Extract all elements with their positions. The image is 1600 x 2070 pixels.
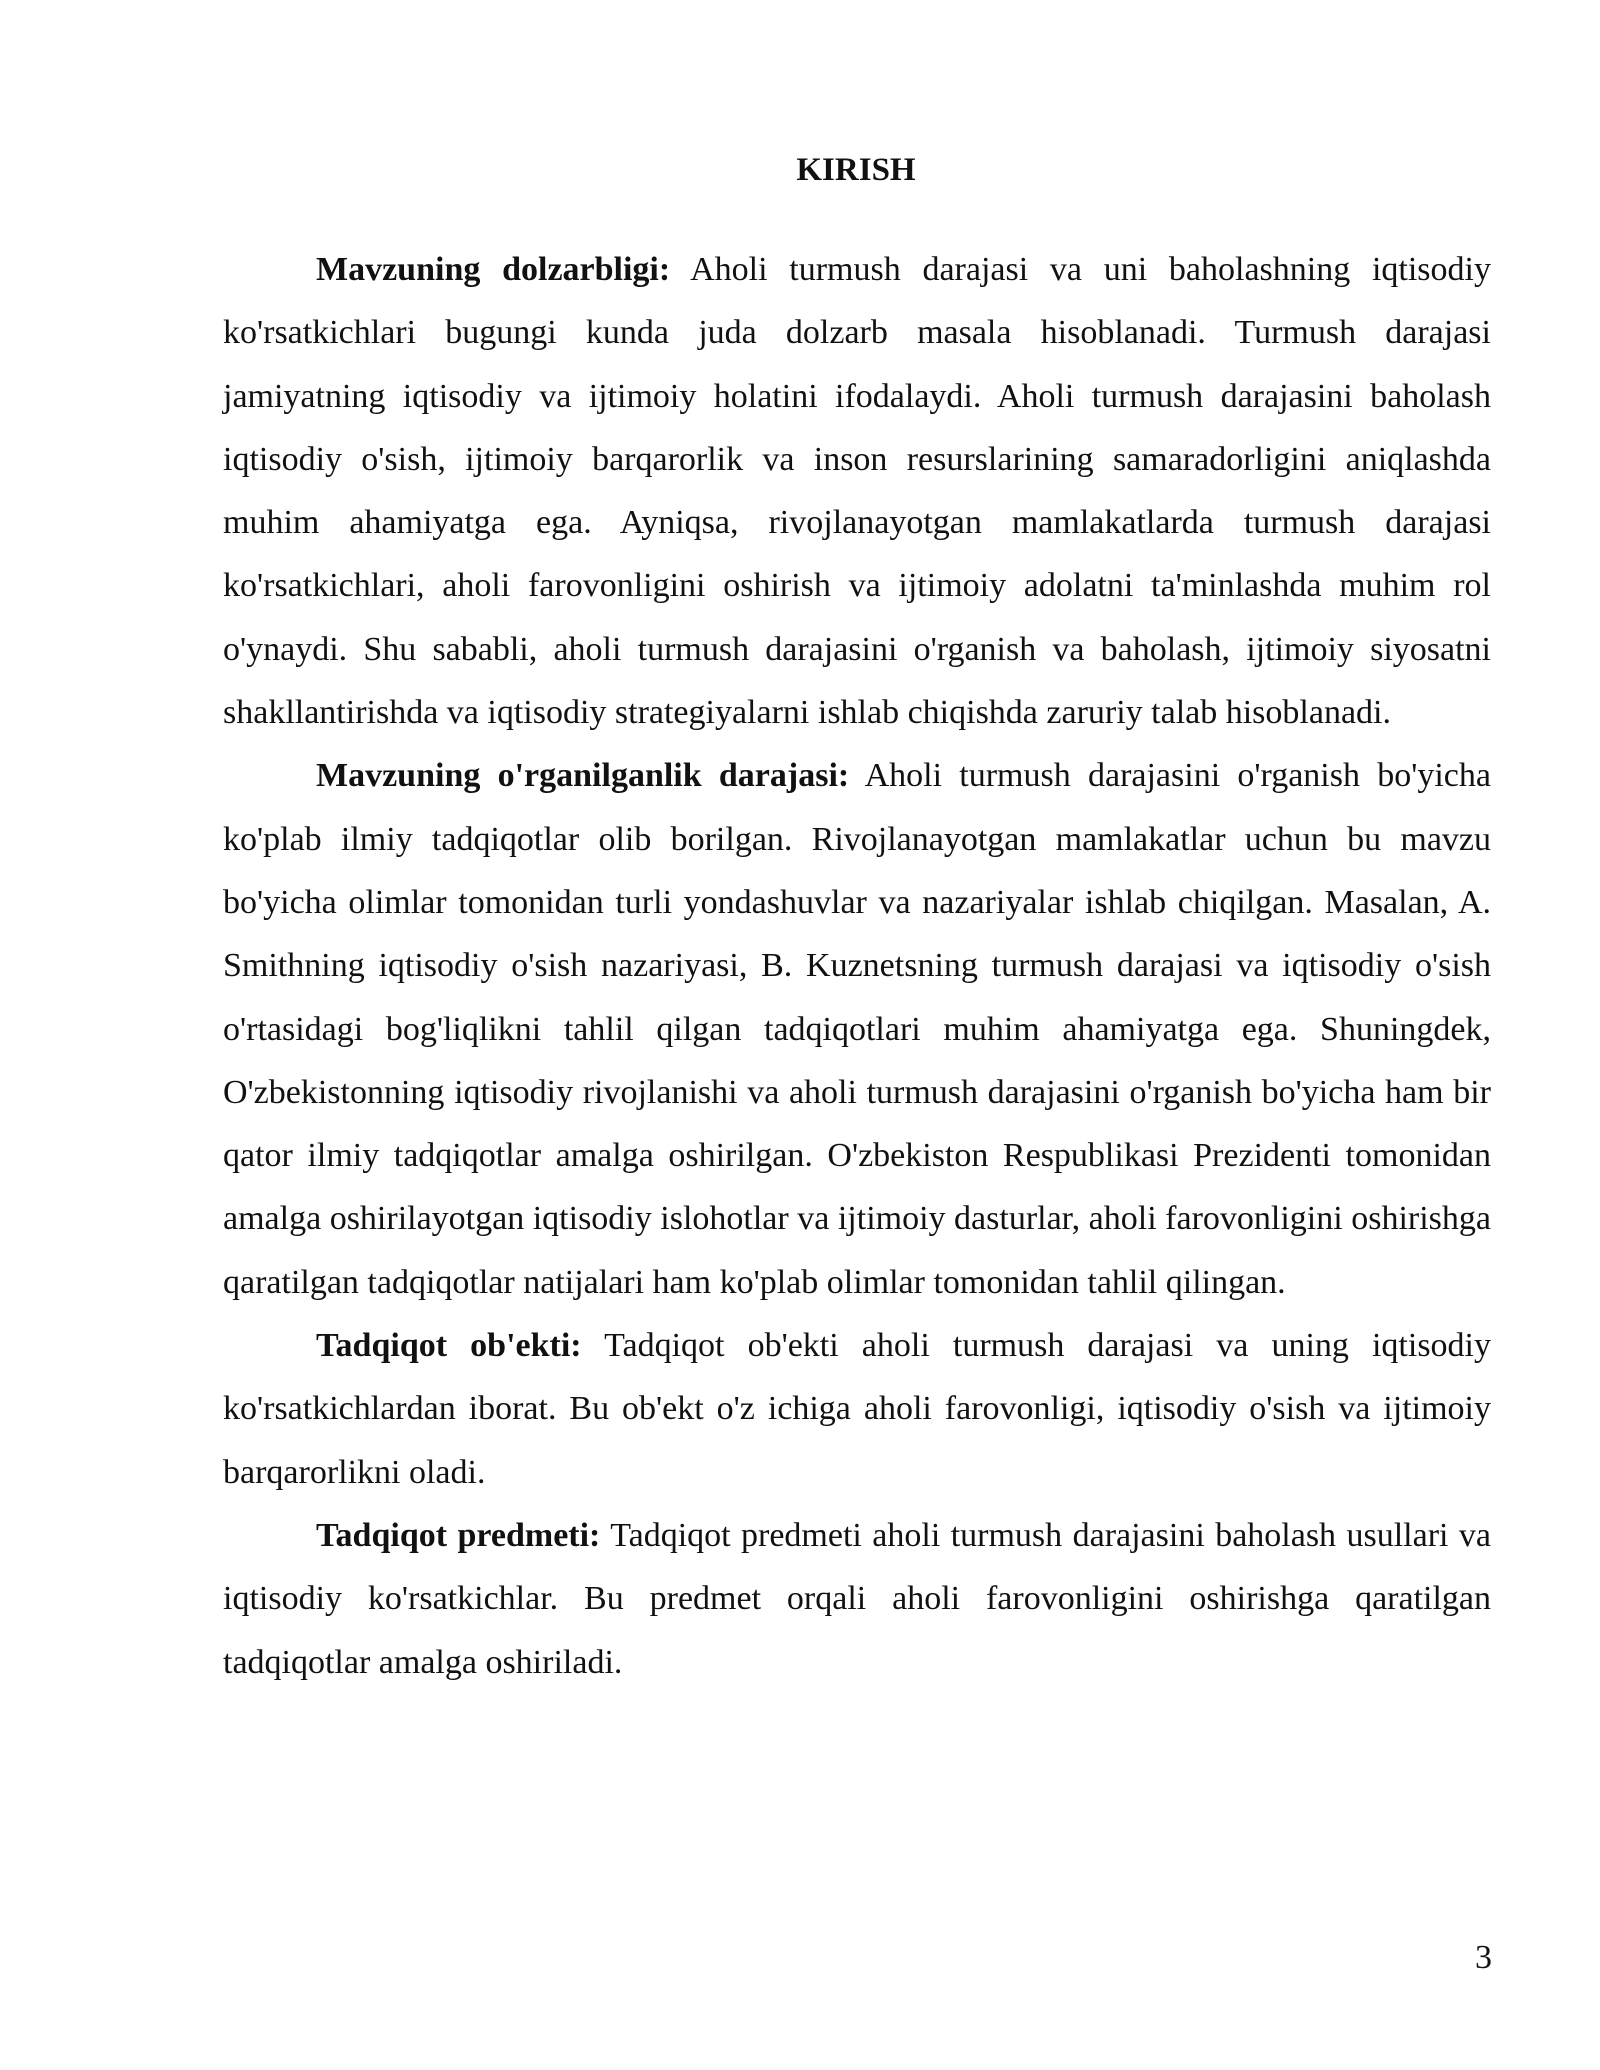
paragraph-label: Tadqiqot predmeti:: [316, 1516, 601, 1554]
paragraph-research-object: [223, 1314, 1491, 1504]
paragraph-study-degree: [223, 744, 1491, 1314]
paragraph-relevance: [223, 238, 1491, 744]
paragraph-text: Tadqiqot predmeti aholi turmush darajasini baholash usullari va iqtisodiy ko'rsatkichlar. Bu predmet orqali aholi farovonligini oshirishga qaratilgan tadqiqotlar amalga oshiriladi.: [223, 1516, 1491, 1681]
page-number: 3: [1475, 1939, 1492, 1976]
paragraph-text: Aholi turmush darajasi va uni baholashning iqtisodiy ko'rsatkichlari bugungi kunda juda dolzarb masala hisoblanadi. Turmush darajasi jamiyatning iqtisodiy va ijtimoiy holatini ifodalaydi. Aholi turmush darajasini baholash iqtisodiy o'sish, ijtimoiy barqarorlik va inson resurslarining samaradorligini aniqlashda muhim ahamiyatga ega. Ayniqsa, rivojlanayotgan mamlakatlarda turmush darajasi ko'rsatkichlari, aholi farovonligini oshirish va ijtimoiy adolatni ta'minlashda muhim rol o'ynaydi. Shu sababli, aholi turmush darajasini o'rganish va baholash, ijtimoiy siyosatni shakllantirishda va iqtisodiy strategiyalarni ishlab chiqishda zaruriy talab hisoblanadi.: [223, 251, 1491, 732]
paragraph-label: Mavzuning o'rganilganlik darajasi:: [316, 757, 850, 795]
paragraph-text: Aholi turmush darajasini o'rganish bo'yicha ko'plab ilmiy tadqiqotlar olib borilgan. Rivojlanayotgan mamlakatlar uchun bu mavzu bo'yicha olimlar tomonidan turli yondashuvlar va nazariyalar ishlab chiqilgan. Masalan, A. Smithning iqtisodiy o'sish nazariyasi, B. Kuznetsning turmush darajasi va iqtisodiy o'sish o'rtasidagi bog'liqlikni tahlil qilgan tadqiqotlari muhim ahamiyatga ega. Shuningdek, O'zbekistonning iqtisodiy rivojlanishi va aholi turmush darajasini o'rganish bo'yicha ham bir qator ilmiy tadqiqotlar amalga oshirilgan. O'zbekiston Respublikasi Prezidenti tomonidan amalga oshirilayotgan iqtisodiy islohotlar va ijtimoiy dasturlar, aholi farovonligini oshirishga qaratilgan tadqiqotlar natijalari ham ko'plab olimlar tomonidan tahlil qilingan.: [223, 757, 1491, 1301]
paragraph-research-subject: [223, 1504, 1491, 1694]
body-text: [223, 238, 1491, 1694]
paragraph-text: Tadqiqot ob'ekti aholi turmush darajasi va uning iqtisodiy ko'rsatkichlardan iborat. Bu ob'ekt o'z ichiga aholi farovonligi, iqtisodiy o'sish va ijtimoiy barqarorlikni oladi.: [223, 1327, 1492, 1491]
page-title: KIRISH: [796, 152, 916, 188]
paragraph-label: Mavzuning dolzarbligi:: [316, 251, 671, 288]
paragraph-label: Tadqiqot ob'ekti:: [316, 1327, 582, 1365]
